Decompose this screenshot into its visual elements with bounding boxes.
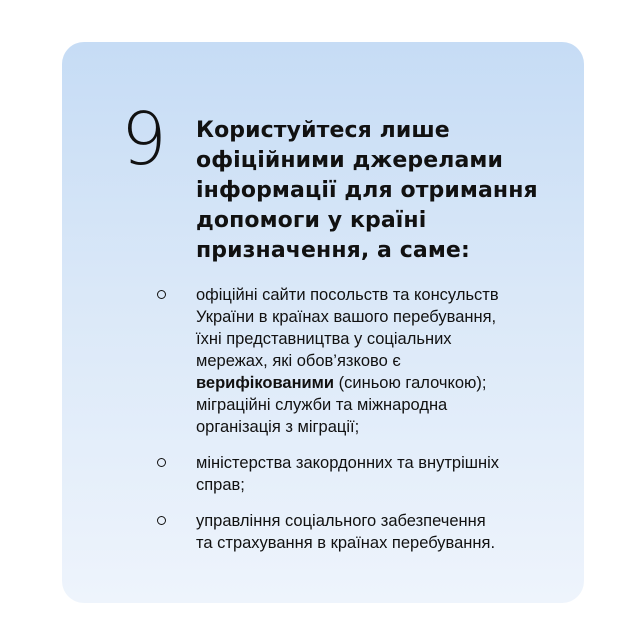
heading-line: інформації для отримання xyxy=(196,178,538,203)
heading-line: офіційними джерелами xyxy=(196,148,504,173)
item-text-line: України в країнах вашого перебування, xyxy=(196,308,497,326)
heading xyxy=(196,116,576,266)
item-text-line: справ; xyxy=(196,476,245,494)
item-text-line: управління соціального забезпечення xyxy=(196,512,486,530)
circle-bullet-icon xyxy=(157,290,166,299)
list-item xyxy=(152,452,572,496)
item-text-line: організація з міграції; xyxy=(196,418,360,436)
step-number: 9 xyxy=(121,97,167,181)
circle-bullet-icon xyxy=(157,458,166,467)
heading-line: допомоги у країні xyxy=(196,208,427,233)
heading-line: Користуйтеся лише xyxy=(196,118,450,143)
item-text-line: їхні представництва у соціальних xyxy=(196,330,452,348)
item-text-line: офіційні сайти посольств та консульств xyxy=(196,286,499,304)
circle-bullet-icon xyxy=(157,516,166,525)
sources-list xyxy=(152,284,572,568)
item-text-line: мережах, які обов’язково є xyxy=(196,352,401,370)
item-text-line: міністерства закордонних та внутрішніх xyxy=(196,454,500,472)
item-text-line: міграційні служби та міжнародна xyxy=(196,396,448,414)
verified-emphasis: верифікованими xyxy=(196,374,335,392)
heading-line: призначення, а саме: xyxy=(196,238,470,263)
item-text-line: та страхування в країнах перебування. xyxy=(196,534,496,552)
list-item xyxy=(152,284,572,438)
item-text-fragment: (синьою галочкою); xyxy=(334,374,487,392)
list-item xyxy=(152,510,572,554)
